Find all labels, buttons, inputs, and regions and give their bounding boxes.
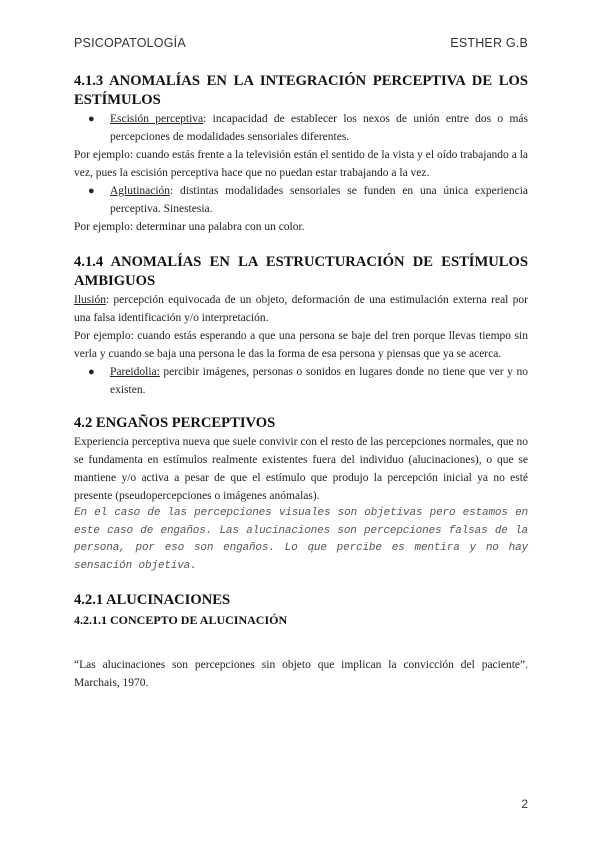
section-4-1-3-title: 4.1.3 ANOMALÍAS EN LA INTEGRACIÓN PERCEPTIVA DE LOS ESTÍMULOS bbox=[74, 73, 528, 108]
term: Aglutinación bbox=[110, 185, 171, 197]
body-paragraph: Experiencia perceptiva nueva que suele convivir con el resto de las percepciones normales, que no se fundamenta en estímulos realmente existentes fuera del individuo (alucinaciones), o que se mantiene y/o activa a pesar de que el estímulo que produjo la percepción inicial ya no esté presente (pseudopercepciones o imágenes anómalas). bbox=[74, 436, 528, 502]
subsection-title: 4.2.1.1 CONCEPTO DE ALUCINACIÓN bbox=[74, 613, 288, 627]
bullet-icon: ● bbox=[88, 185, 95, 197]
list-item bbox=[74, 363, 528, 399]
example-paragraph: Por ejemplo: determinar una palabra con un color. bbox=[74, 221, 305, 233]
term: Ilusión bbox=[74, 294, 106, 306]
list-item bbox=[74, 110, 528, 146]
bullet-list bbox=[74, 363, 528, 399]
bullet-icon: ● bbox=[88, 366, 95, 378]
bullet-list bbox=[74, 110, 528, 146]
section-4-2-1-title: 4.2.1 ALUCINACIONES bbox=[74, 592, 231, 608]
term: Escisión perceptiva bbox=[110, 113, 204, 125]
bullet-icon: ● bbox=[88, 113, 95, 125]
example-paragraph: Por ejemplo: cuando estás esperando a que una persona se baje del tren porque llevas tiempo sin verla y cuando se baja una persona le das la forma de esa persona y piensas que ya se acerca. bbox=[74, 330, 528, 360]
note-paragraph: En el caso de las percepciones visuales son objetivas pero estamos en este caso de engaños. Las alucinaciones son percepciones falsas de la persona, por eso son engaños. Lo que percibe es mentira y no hay sensación objetiva. bbox=[74, 507, 528, 572]
header-subject: PSICOPATOLOGÍA bbox=[74, 36, 186, 50]
quote-paragraph: “Las alucinaciones son percepciones sin objeto que implican la convicción del paciente”. Marchais, 1970. bbox=[74, 659, 528, 689]
example-paragraph: Por ejemplo: cuando estás frente a la televisión están el sentido de la vista y el oído trabajando a la vez, pues la escisión perceptiva hace que no puedan estar trabajando a la vez. bbox=[74, 149, 528, 179]
header-author: ESTHER G.B bbox=[450, 36, 528, 50]
page-content bbox=[74, 72, 528, 692]
list-item bbox=[74, 182, 528, 218]
definition: : distintas modalidades sensoriales se funden en una única experiencia perceptiva. Sinestesia. bbox=[110, 185, 528, 215]
page-number: 2 bbox=[521, 797, 528, 811]
bullet-list bbox=[74, 182, 528, 218]
definition: : percepción equivocada de un objeto, deformación de una estimulación externa real por una falsa identificación y/o interpretación. bbox=[74, 294, 528, 324]
section-4-1-4-title: 4.1.4 ANOMALÍAS EN LA ESTRUCTURACIÓN DE ESTÍMULOS AMBIGUOS bbox=[74, 254, 528, 289]
section-4-2-title: 4.2 ENGAÑOS PERCEPTIVOS bbox=[74, 415, 276, 431]
definition: : incapacidad de establecer los nexos de unión entre dos o más percepciones de modalidades sensoriales diferentes. bbox=[110, 113, 528, 143]
definition: percibir imágenes, personas o sonidos en lugares donde no tiene que ver y no existen. bbox=[110, 366, 528, 396]
definition-paragraph bbox=[74, 291, 528, 327]
term: Pareidolia: bbox=[110, 366, 160, 378]
